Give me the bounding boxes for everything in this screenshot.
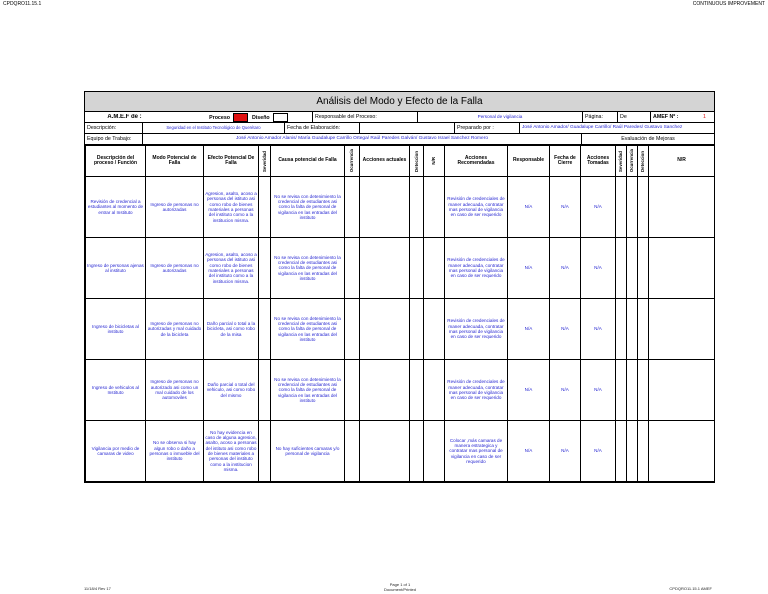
cell-severidad-2[interactable] (616, 177, 627, 238)
de-label: De (617, 112, 650, 122)
cell-fecha-cierre[interactable]: N/A (550, 360, 581, 421)
col-causa: Causa potencial de Falla (271, 146, 345, 177)
cell-responsable[interactable]: N/A (508, 177, 550, 238)
cell-npr[interactable] (424, 238, 445, 299)
cell-acciones-recomendadas[interactable]: Revisión de credenciales de maner adecuada, contratar mas personal de vigilancia en caso de ser requerido (445, 238, 508, 299)
cell-deteccion-2[interactable] (638, 238, 649, 299)
col-severidad (259, 146, 271, 177)
form-title: Análisis del Modo y Efecto de la Falla (85, 92, 714, 112)
cell-modo[interactable]: Ingreso de personas no autorizado asi como un mal cuidado de los automoviles (146, 360, 204, 421)
cell-responsable[interactable]: N/A (508, 360, 550, 421)
proceso-label: Proceso (209, 114, 230, 121)
cell-acciones-recomendadas[interactable]: Revisión de credenciales de maner adecuada, contratar mas personal de vigilancia en caso de ser requerido (445, 177, 508, 238)
col-deteccion-label: Deteccion (413, 150, 419, 172)
table-row (86, 299, 715, 360)
col-npr-label: N/R (431, 157, 437, 165)
col-npr (424, 146, 445, 177)
cell-npr[interactable] (424, 177, 445, 238)
table-row (86, 238, 715, 299)
cell-fecha-cierre[interactable]: N/A (550, 299, 581, 360)
amef-table (85, 145, 715, 482)
cell-ocurrencia[interactable] (345, 360, 360, 421)
col-npr-2: N/R (649, 146, 715, 177)
amef-no-value[interactable]: 1 (703, 114, 706, 120)
col-deteccion-2 (638, 146, 649, 177)
table-row (86, 177, 715, 238)
fecha-elaboracion-value[interactable] (359, 123, 454, 133)
cell-descripcion[interactable]: Ingreso de personas ajenas al instituto (86, 238, 146, 299)
evaluacion-mejoras-label: Evaluación de Mejoras (581, 134, 714, 144)
cell-deteccion-2[interactable] (638, 421, 649, 482)
col-modo: Modo Potencial de Falla (146, 146, 204, 177)
col-severidad-2 (616, 146, 627, 177)
diseno-label: Diseño (252, 114, 270, 121)
cell-ocurrencia-2[interactable] (627, 238, 638, 299)
cell-ocurrencia[interactable] (345, 177, 360, 238)
col-severidad-label: Severidad (261, 150, 267, 172)
process-option[interactable] (164, 113, 250, 122)
footer-page (370, 582, 430, 592)
cell-modo[interactable]: Ingreso de personas no autorizadas (146, 177, 204, 238)
cell-npr-2[interactable] (649, 421, 715, 482)
equipo-value[interactable]: José Antonio Amador Alanis/ María Guadalupe Carrillo Ortega/ Raúl Paredes Galván/ Gustavo Israel Sanchez Romero (142, 134, 581, 144)
cell-severidad[interactable] (259, 177, 271, 238)
col-acciones-actuales: Acciones actuales (360, 146, 410, 177)
footer-page-number: Page 1 of 1 (389, 582, 411, 587)
design-option[interactable] (250, 113, 312, 122)
cell-npr-2[interactable] (649, 177, 715, 238)
equipo-label: Equipo de Trabajo: (87, 136, 132, 142)
cell-ocurrencia[interactable] (345, 238, 360, 299)
col-ocurrencia (345, 146, 360, 177)
cell-ocurrencia-2[interactable] (627, 177, 638, 238)
cell-deteccion[interactable] (410, 421, 424, 482)
footer-revision: 11/18/4 Rev 17 (84, 586, 111, 591)
footer-doc-code: CPDQRO11.15.1 AMEF (669, 586, 712, 591)
cell-npr[interactable] (424, 299, 445, 360)
col-deteccion (410, 146, 424, 177)
cell-fecha-cierre[interactable]: N/A (550, 421, 581, 482)
cell-ocurrencia-2[interactable] (627, 360, 638, 421)
cell-causa[interactable]: No se revisa con detenimiento la credencial de estudiantes asi como la falta de personal de vigilancia en las entradas del instituto (271, 238, 345, 299)
col-ocurrencia-2 (627, 146, 638, 177)
cell-fecha-cierre[interactable]: N/A (550, 238, 581, 299)
form-row-type (85, 112, 714, 123)
cell-ocurrencia[interactable] (345, 299, 360, 360)
col-ocurrencia-label: Ocurrencia (349, 149, 355, 173)
cell-causa[interactable]: No se revisa con detenimiento la credencial de estudiantes asi como la falta de personal de vigilancia en las entradas del instituto (271, 177, 345, 238)
cell-acciones-actuales[interactable] (360, 360, 410, 421)
cell-deteccion-2[interactable] (638, 299, 649, 360)
cell-modo[interactable]: No se observa si hay algun robo o daño a personas o inmueble del instituto (146, 421, 204, 482)
cell-descripcion[interactable]: Ingreso de bicicletas al instituto (86, 299, 146, 360)
cell-responsable[interactable]: N/A (508, 299, 550, 360)
cell-fecha-cierre[interactable]: N/A (550, 177, 581, 238)
cell-acciones-recomendadas[interactable]: Colocar ,más camaras de manera estrategica y contratar mas personal de vigilancia en caso de ser requerido (445, 421, 508, 482)
amef-form (84, 91, 715, 483)
descripcion-label: Descripción: (87, 125, 117, 131)
diseno-checkbox[interactable] (273, 113, 288, 122)
cell-deteccion-2[interactable] (638, 177, 649, 238)
cell-acciones-tomadas[interactable]: N/A (581, 177, 616, 238)
col-severidad-2-label: Severidad (618, 150, 624, 172)
table-row (86, 421, 715, 482)
cell-modo[interactable]: Ingreso de personas no autorizadas (146, 238, 204, 299)
cell-severidad-2[interactable] (616, 238, 627, 299)
cell-acciones-tomadas[interactable]: N/A (581, 299, 616, 360)
cell-severidad[interactable] (259, 238, 271, 299)
col-ocurrencia-2-label: Ocurrencia (629, 149, 635, 173)
cell-acciones-tomadas[interactable]: N/A (581, 421, 616, 482)
cell-acciones-actuales[interactable] (360, 238, 410, 299)
cell-descripcion[interactable]: Ingreso de vehiculos al Instituto (86, 360, 146, 421)
responsable-label: Responsable del Proceso: (312, 112, 417, 122)
table-row (86, 360, 715, 421)
cell-efecto[interactable]: Agresion, asalto, acoso a personas del istituto asi como robo de bienes materiales a personas del instituto como a la institucion misma. (204, 238, 259, 299)
cell-severidad[interactable] (259, 299, 271, 360)
cell-responsable[interactable]: N/A (508, 421, 550, 482)
cell-npr-2[interactable] (649, 299, 715, 360)
col-fecha-cierre: Fecha de Cierre (550, 146, 581, 177)
cell-deteccion[interactable] (410, 177, 424, 238)
amef-de-label: A.M.E.F de : (107, 114, 142, 120)
cell-causa[interactable]: No se revisa con detenimiento la credencial de estudiantes asi como la falta de personal de vigilancia en las entradas del instituto (271, 360, 345, 421)
cell-ocurrencia-2[interactable] (627, 421, 638, 482)
cell-efecto[interactable]: Agresion, asalto, acoso a personas del istituto asi como robo de bienes materiales a personas del instituto como a la institucion misma. (204, 177, 259, 238)
cell-deteccion-2[interactable] (638, 360, 649, 421)
proceso-checkbox[interactable] (233, 113, 248, 122)
col-responsable: Responsable (508, 146, 550, 177)
cell-causa[interactable]: No se revisa con detenimiento la credencial de estudiantes asi como la falta de personal de vigilancia en las entradas del instituto (271, 299, 345, 360)
cell-npr-2[interactable] (649, 238, 715, 299)
cell-deteccion[interactable] (410, 238, 424, 299)
cell-severidad[interactable] (259, 421, 271, 482)
pagina-label: Página: (582, 112, 617, 122)
cell-severidad[interactable] (259, 360, 271, 421)
preparado-label: Preparado por : (454, 123, 519, 133)
footer-printed: Document/Printed (383, 587, 416, 592)
cell-descripcion[interactable]: Vigilancia por medio de camaras de video (86, 421, 146, 482)
responsable-value[interactable]: Personal de vigilancia (417, 112, 582, 122)
cell-npr-2[interactable] (649, 360, 715, 421)
cell-responsable[interactable]: N/A (508, 238, 550, 299)
col-deteccion-2-label: Deteccion (640, 150, 646, 172)
cell-causa[interactable]: No hay suficientes camaras y/o personal de vigilancia (271, 421, 345, 482)
cell-acciones-tomadas[interactable]: N/A (581, 360, 616, 421)
header-doc-code: CPDQRO11.15.1 (3, 1, 42, 7)
fecha-elaboracion-label: Fecha de Elaboración: (284, 123, 359, 133)
cell-efecto[interactable]: Daño parcial o total del vehiculo, asi como robo del mismo (204, 360, 259, 421)
cell-ocurrencia-2[interactable] (627, 299, 638, 360)
cell-acciones-actuales[interactable] (360, 299, 410, 360)
cell-deteccion[interactable] (410, 299, 424, 360)
col-acciones-recomendadas: Acciones Recomendadas (445, 146, 508, 177)
cell-npr[interactable] (424, 360, 445, 421)
form-row-description (85, 123, 714, 134)
cell-npr[interactable] (424, 421, 445, 482)
table-header-row (86, 146, 715, 177)
cell-efecto[interactable]: Daño parcial o total a la bicicleta, asi como robo de la misa (204, 299, 259, 360)
cell-descripcion[interactable]: Revisión de credencial a estudiantes al momento de entrar al Instituto (86, 177, 146, 238)
cell-acciones-recomendadas[interactable]: Revisión de credenciales de maner adecuada, contratar mas personal de vigilancia en caso de ser requerido (445, 299, 508, 360)
cell-efecto[interactable]: No hay evidencia en caso de alguna agresion, asalto, acoso a personas del istituto asi como robo de bienes materiales a personas del instituto como a la institucion misma. (204, 421, 259, 482)
cell-severidad-2[interactable] (616, 421, 627, 482)
amef-no-label: AMEF Nº : (650, 112, 695, 122)
col-acciones-tomadas: Acciones Tomadas (581, 146, 616, 177)
form-row-team (85, 134, 714, 145)
cell-acciones-actuales[interactable] (360, 177, 410, 238)
cell-modo[interactable]: Ingreso de personas no autorizadas y mal cuidado de la bicicleta (146, 299, 204, 360)
cell-severidad-2[interactable] (616, 299, 627, 360)
preparado-value[interactable]: José Antonio Amador/ Guadalupe Carrillo/ Raúl Paredes/ Gustavo Sanchez (519, 123, 714, 133)
cell-acciones-actuales[interactable] (360, 421, 410, 482)
cell-acciones-tomadas[interactable]: N/A (581, 238, 616, 299)
descripcion-value[interactable]: Seguridad en el Instituto Tecnológico de Querétaro (142, 123, 284, 133)
cell-acciones-recomendadas[interactable]: Revisión de credenciales de maner adecuada, contratar mas personal de vigilancia en caso de ser requerido (445, 360, 508, 421)
cell-deteccion[interactable] (410, 360, 424, 421)
col-efecto: Efecto Potencial De Falla (204, 146, 259, 177)
col-descripcion: Descripción del proceso / Función (86, 146, 146, 177)
cell-ocurrencia[interactable] (345, 421, 360, 482)
header-section-title: CONTINUOUS IMPROVEMENT (692, 1, 765, 7)
cell-severidad-2[interactable] (616, 360, 627, 421)
